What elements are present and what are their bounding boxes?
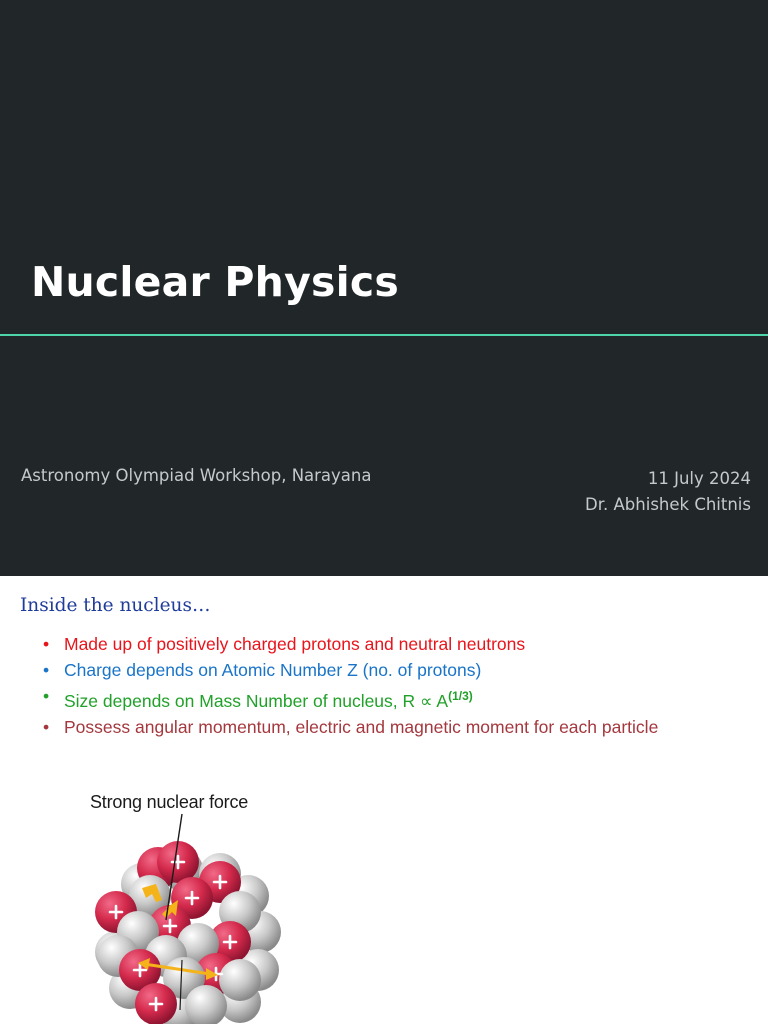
slide-heading: Inside the nucleus… — [20, 595, 211, 616]
bullet-dot-icon: • — [43, 686, 50, 706]
figure-caption: Strong nuclear force — [90, 792, 249, 812]
nucleus-illustration-icon — [80, 784, 300, 1024]
bullet-dot-icon: • — [43, 660, 50, 680]
list-item — [43, 660, 683, 681]
presentation-date: 11 July 2024 — [647, 469, 751, 488]
exponent: (1/3) — [448, 689, 473, 703]
content-slide — [0, 576, 768, 1024]
bullet-text: Possess angular momentum, electric and magnetic moment for each particle — [64, 717, 659, 737]
slide-meta — [585, 466, 751, 518]
slide-title: Nuclear Physics — [31, 258, 399, 306]
bullet-text: Charge depends on Atomic Number Z (no. of protons) — [64, 660, 482, 680]
bullet-list — [43, 634, 683, 743]
presenter-name: Dr. Abhishek Chitnis — [585, 495, 751, 514]
workshop-name: Astronomy Olympiad Workshop, Narayana — [21, 466, 372, 485]
bullet-text: Made up of positively charged protons and neutral neutrons — [64, 634, 526, 654]
list-item — [43, 717, 683, 738]
bullet-text: Size depends on Mass Number of nucleus, R ∝ A — [64, 691, 449, 711]
list-item — [43, 686, 683, 712]
title-divider — [0, 334, 768, 336]
bullet-dot-icon: • — [43, 634, 50, 654]
bullet-dot-icon: • — [43, 717, 50, 737]
list-item — [43, 634, 683, 655]
